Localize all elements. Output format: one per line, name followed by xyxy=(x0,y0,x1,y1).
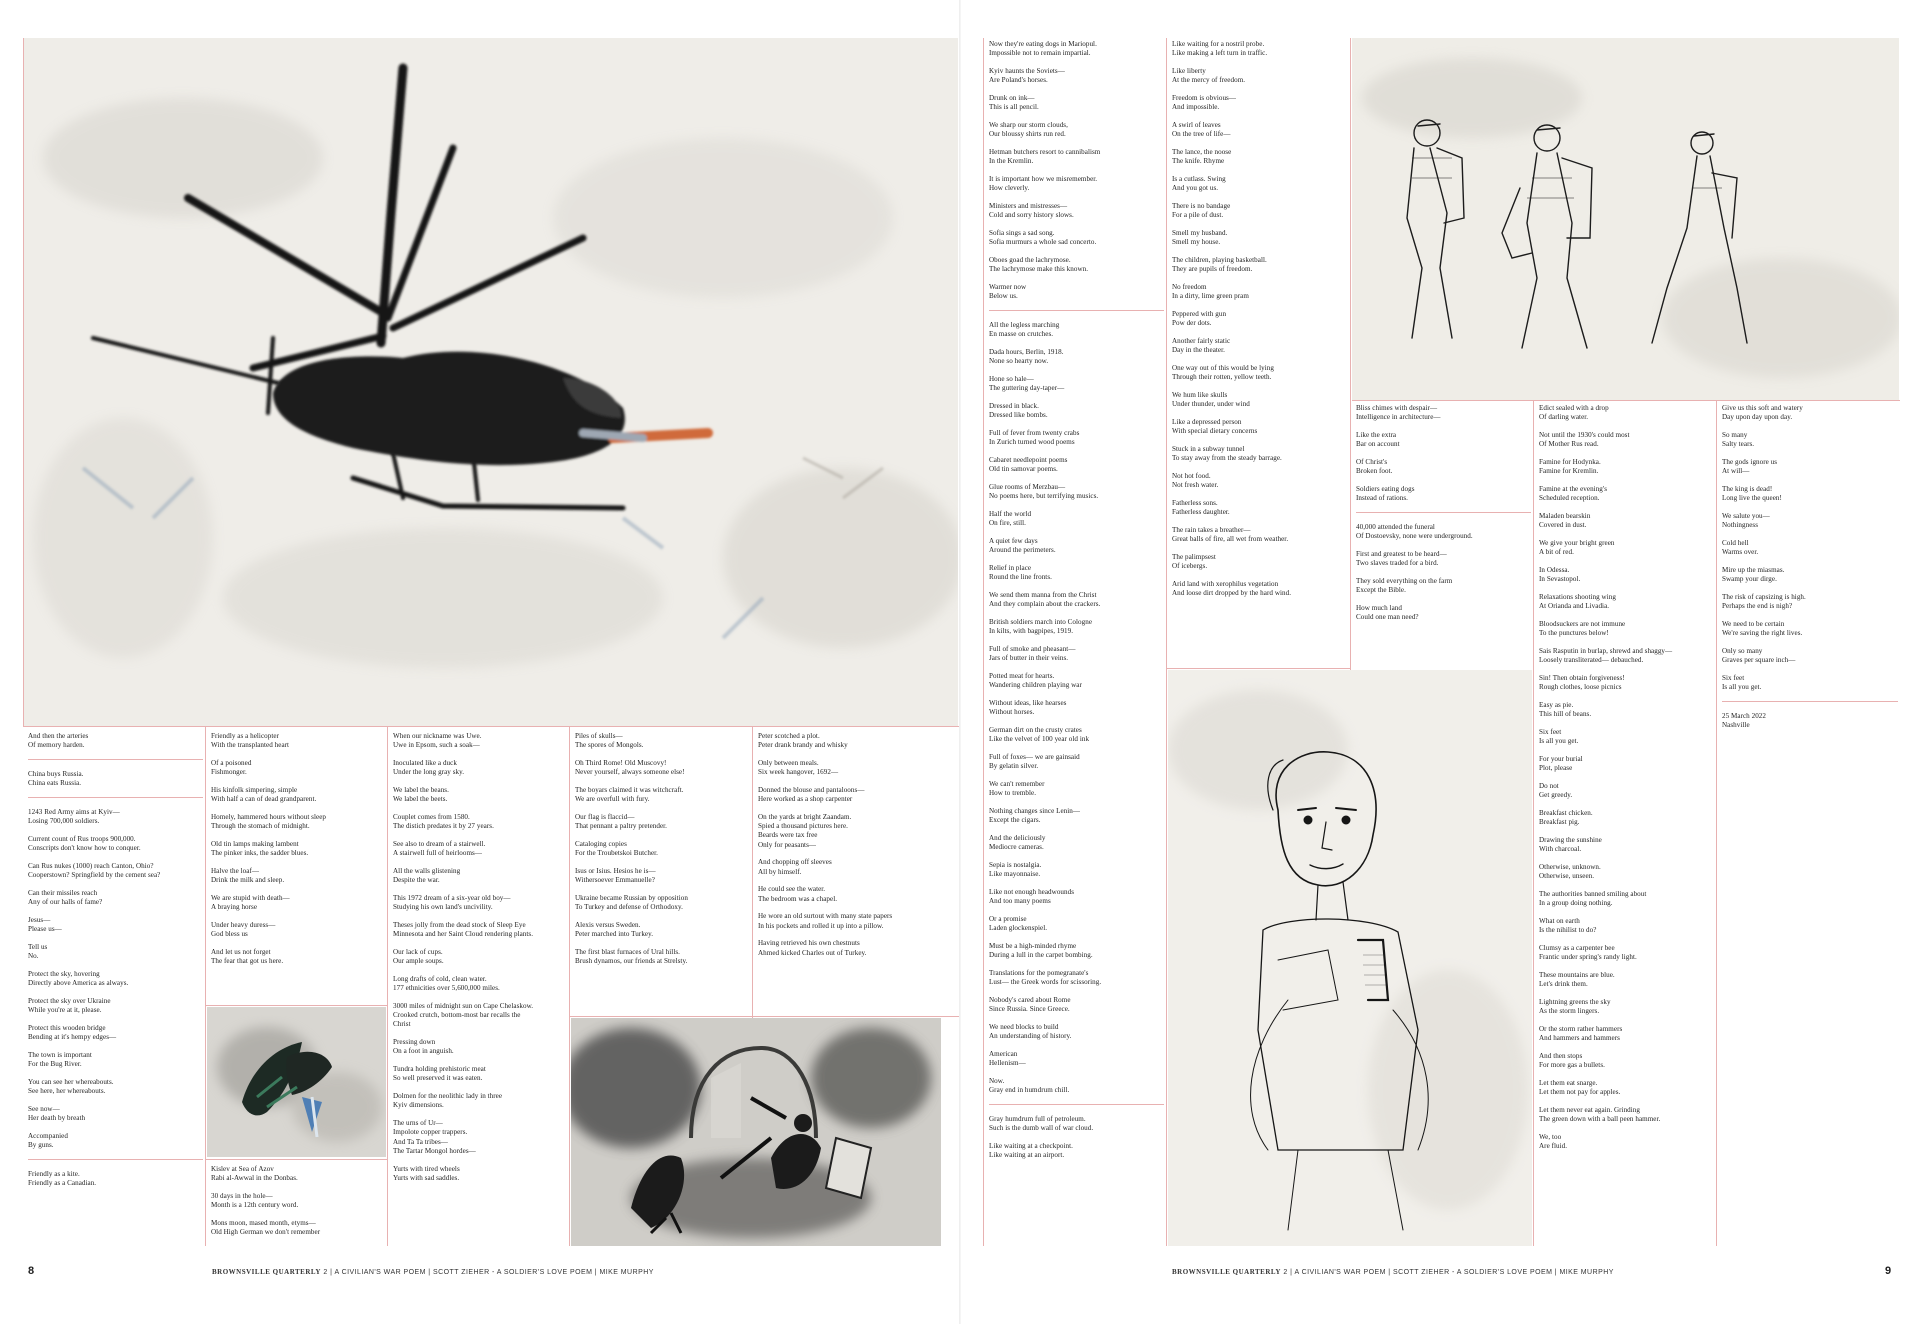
stanza: And chopping off sleeves All by himself. xyxy=(758,858,832,876)
stanza: Or the storm rather hammers And hammers and hammers xyxy=(1539,1025,1623,1043)
stanza: Oh Third Rome! Old Muscovy! Never yourself, always someone else! xyxy=(575,759,685,777)
stanza: Cold hell Warms over. xyxy=(1722,539,1759,557)
stanza: What on earth Is the nihilist to do? xyxy=(1539,917,1597,935)
stanza: Of Christ's Broken foot. xyxy=(1356,458,1393,476)
stanza: Relaxations shooting wing At Orianda and Livadia. xyxy=(1539,593,1616,611)
stanza: We need blocks to build An understanding of history. xyxy=(989,1023,1072,1041)
section-title: A CIVILIAN'S WAR POEM xyxy=(1294,1269,1386,1276)
stanza: The first blast furnaces of Ural hills. Brush dynamos, our friends at Strelsty. xyxy=(575,948,688,966)
left-column-2 xyxy=(211,732,385,1002)
stanza: Like liberty At the mercy of freedom. xyxy=(1172,67,1246,85)
stanza: Or a promise Laden glockenspiel. xyxy=(989,915,1048,933)
stanza: Six feet Is all you get. xyxy=(1539,728,1579,746)
stanza: 30 days in the hole— Month is a 12th century word. xyxy=(211,1192,299,1210)
stanza: Half the world On fire, still. xyxy=(989,510,1032,528)
stanza: Give us this soft and watery Day upon day upon day. xyxy=(1722,404,1803,422)
stanza: The boyars claimed it was witchcraft. We are overfull with fury. xyxy=(575,786,684,804)
artist-name: MIKE MURPHY xyxy=(1559,1269,1614,1276)
stanza: Isus or Isius. Hesios he is— Withersoever Emmanuelle? xyxy=(575,867,656,885)
stanza: Having retrieved his own chestnuts Ahmed kicked Charles out of Turkey. xyxy=(758,939,867,957)
stanza: Alexis versus Sweden. Peter marched into Turkey. xyxy=(575,921,654,939)
stanza: Tell us No. xyxy=(28,943,48,961)
stanza: See now— Her death by breath xyxy=(28,1105,86,1123)
stanza: Without ideas, like hearses Without horses. xyxy=(989,699,1067,717)
stanza: Drunk on ink— This is all pencil. xyxy=(989,94,1039,112)
stanza: One way out of this would be lying Through their rotten, yellow teeth. xyxy=(1172,364,1274,382)
stanza: How much land Could one man need? xyxy=(1356,604,1419,622)
stanza: Six feet Is all you get. xyxy=(1722,674,1762,692)
stanza: Tundra holding prehistoric meat So well preserved it was eaten. xyxy=(393,1065,486,1083)
stanza: Arid land with xerophilus vegetation And loose dirt dropped by the hard wind. xyxy=(1172,580,1292,598)
author-name: SCOTT ZIEHER - A SOLDIER'S LOVE POEM xyxy=(1392,1269,1553,1276)
stanza: The children, playing basketball. They are pupils of freedom. xyxy=(1172,256,1267,274)
stanza: German dirt on the crusty crates Like the velvet of 100 year old ink xyxy=(989,726,1090,744)
stanza: Oboes goad the lachrymose. The lachrymose make this known. xyxy=(989,256,1089,274)
stanza: Under heavy duress— God bless us xyxy=(211,921,276,939)
stanza: Old tin lamps making lambent The pinker inks, the sadder blues. xyxy=(211,840,309,858)
stanza: Smell my husband. Smell my house. xyxy=(1172,229,1228,247)
page-gutter xyxy=(959,0,961,1324)
stanza: This 1972 dream of a six-year old boy— Studying his own land's uncivility. xyxy=(393,894,511,912)
charcoal-battle-scene xyxy=(571,1018,941,1246)
issue-number: 2 xyxy=(323,1269,328,1276)
stanza: Only between meals. Six week hangover, 1692— xyxy=(758,759,839,777)
left-column-3 xyxy=(393,732,567,1242)
stanza: Ministers and mistresses— Cold and sorry history slows. xyxy=(989,202,1074,220)
stanza: We label the beans. We label the beets. xyxy=(393,786,449,804)
stanza: Cabaret needlepoint poems Old tin samovar poems. xyxy=(989,456,1068,474)
stanza: Halve the loaf— Drink the milk and sleep. xyxy=(211,867,285,885)
stanza: China buys Russia. China eats Russia. xyxy=(28,759,203,788)
divider: | xyxy=(1554,1269,1558,1276)
divider: | xyxy=(1388,1269,1391,1276)
stanza: Potted meat for hearts. Wandering children playing war xyxy=(989,672,1082,690)
stanza: Homely, hammered hours without sleep Through the stomach of midnight. xyxy=(211,813,327,831)
marching-soldiers-sketch xyxy=(1352,38,1899,400)
magazine-name: BROWNSVILLE QUARTERLY xyxy=(212,1268,321,1276)
stanza: Hetman butchers resort to cannibalism In the Kremlin. xyxy=(989,148,1101,166)
stanza: Cataloging copies For the Troubetskoi Butcher. xyxy=(575,840,658,858)
stanza: Otherwise, unknown. Otherwise, unseen. xyxy=(1539,863,1601,881)
stanza: Do not Get greedy. xyxy=(1539,782,1573,800)
stanza: The palimpsest Of icebergs. xyxy=(1172,553,1216,571)
stanza: Like the extra Bar on account xyxy=(1356,431,1400,449)
stanza: Now they're eating dogs in Mariopul. Impossible not to remain impartial. xyxy=(989,40,1097,58)
stanza: Is a cutlass. Swing And you got us. xyxy=(1172,175,1226,193)
stanza: Clumsy as a carpenter bee Frantic under spring's randy light. xyxy=(1539,944,1637,962)
stanza: Drawing the sunshine With charcoal. xyxy=(1539,836,1602,854)
issue-number: 2 xyxy=(1283,1269,1288,1276)
stanza: There is no bandage For a pile of dust. xyxy=(1172,202,1231,220)
stanza: Inoculated like a duck Under the long gray sky. xyxy=(393,759,465,777)
stanza: Not hot food. Not fresh water. xyxy=(1172,472,1219,490)
stanza: Relief in place Round the line fronts. xyxy=(989,564,1052,582)
stanza: A quiet few days Around the perimeters. xyxy=(989,537,1056,555)
stanza: Like waiting at a checkpoint. Like waiting at an airport. xyxy=(989,1142,1073,1160)
dark-birds-painting xyxy=(207,1007,386,1157)
stanza: Dressed in black. Dressed like bombs. xyxy=(989,402,1048,420)
stanza: Not until the 1930's could most Of Mother Rus read. xyxy=(1539,431,1630,449)
stanza: The urns of Ur— Impolote copper trappers. And Ta Ta tribes— The Tartar Mongol hordes— xyxy=(393,1119,476,1155)
stanza: Dada hours, Berlin, 1918. None so hearty now. xyxy=(989,348,1064,366)
stanza: Gray humdrum full of petroleum. Such is the dumb wall of war cloud. xyxy=(989,1104,1164,1133)
stanza: We send them manna from the Christ And they complain about the crackers. xyxy=(989,591,1101,609)
stanza: Mons moon, mased month, etyms— Old High German we don't remember xyxy=(211,1219,321,1237)
stanza: Ukraine became Russian by opposition To Turkey and defense of Orthodoxy. xyxy=(575,894,688,912)
stanza: Lightning greens the sky As the storm lingers. xyxy=(1539,998,1611,1016)
right-column-5 xyxy=(1722,404,1898,1246)
stanza: Piles of skulls— The spores of Mongols. xyxy=(575,732,644,750)
stanza: He could see the water. The bedroom was a chapel. xyxy=(758,885,838,903)
stanza: Another fairly static Day in the theater. xyxy=(1172,337,1231,355)
stanza: Friendly as a kite. Friendly as a Canadian. xyxy=(28,1159,203,1188)
divider: | xyxy=(330,1269,333,1276)
stanza: American Hellenism— xyxy=(989,1050,1026,1068)
stanza: Mire up the miasmas. Swamp your dirge. xyxy=(1722,566,1785,584)
stanza: Nobody's cared about Rome Since Russia. Since Greece. xyxy=(989,996,1071,1014)
stanza: Edict sealed with a drop Of darling water. xyxy=(1539,404,1609,422)
stanza: Hone so hale— The guttering day-taper— xyxy=(989,375,1065,393)
stanza: 1243 Red Army aims at Kyiv— Losing 700,000 soldiers. xyxy=(28,797,203,826)
stanza: 40,000 attended the funeral Of Dostoevsky, none were underground. xyxy=(1356,512,1531,541)
stanza: Must be a high-minded rhyme During a lull in the carpet bombing. xyxy=(989,942,1093,960)
stanza: Can their missiles reach Any of our halls of fame? xyxy=(28,889,103,907)
stanza: Protect the sky, hovering Directly above America as always. xyxy=(28,970,129,988)
stanza: Let them eat snarge. Let them not pay for apples. xyxy=(1539,1079,1621,1097)
stanza: They sold everything on the farm Except the Bible. xyxy=(1356,577,1453,595)
stanza: 3000 miles of midnight sun on Cape Chelaskow. Crooked crutch, bottom-most bar recalls the Christ xyxy=(393,1002,534,1029)
stanza: Pressing down On a foot in anguish. xyxy=(393,1038,454,1056)
stanza: Accompanied By guns. xyxy=(28,1132,68,1150)
stanza: Long drafts of cold, clean water. 177 ethnicities over 5,600,000 miles. xyxy=(393,975,500,993)
stanza: Nothing changes since Lenin— Except the cigars. xyxy=(989,807,1081,825)
stanza: Protect the sky over Ukraine While you're at it, please. xyxy=(28,997,111,1015)
stanza: Bliss chimes with despair— Intelligence in architecture— xyxy=(1356,404,1441,422)
stanza: Warmer now Below us. xyxy=(989,283,1027,301)
stanza: All the walls glistening Despite the war. xyxy=(393,867,461,885)
stanza: It is important how we misremember. How cleverly. xyxy=(989,175,1098,193)
stanza: He wore an old surtout with many state papers In his pockets and rolled it up into a pillow. xyxy=(758,912,893,930)
left-column-4 xyxy=(575,732,750,1004)
footer-right xyxy=(1172,1268,1614,1276)
stanza: Translations for the pomegranate's Lust— the Greek words for scissoring. xyxy=(989,969,1102,987)
stanza: Like a depressed person With special dietary concerns xyxy=(1172,418,1258,436)
stanza: The authorities banned smiling about In a group doing nothing. xyxy=(1539,890,1647,908)
stanza: Bloodsuckers are not immune To the punctures below! xyxy=(1539,620,1626,638)
stanza: On the yards at bright Zaandam. Spied a thousand pictures here. Beards were tax free Only for peasants— xyxy=(758,813,852,849)
stanza: Famine for Hodynka. Famine for Kremlin. xyxy=(1539,458,1601,476)
stanza: Donned the blouse and pantaloons— Here worked as a shop carpenter xyxy=(758,786,865,804)
divider: | xyxy=(428,1269,431,1276)
section-title: A CIVILIAN'S WAR POEM xyxy=(334,1269,426,1276)
stanza: Jesus— Please us— xyxy=(28,916,62,934)
stanza: Glue rooms of Merzbau— No poems here, but terrifying musics. xyxy=(989,483,1099,501)
stanza: The town is important For the Bug River. xyxy=(28,1051,92,1069)
stanza: We are stupid with death— A braying horse xyxy=(211,894,290,912)
stanza: Stuck in a subway tunnel To stay away from the steady barrage. xyxy=(1172,445,1282,463)
stanza: Fatherless sons. Fatherless daughter. xyxy=(1172,499,1230,517)
stanza: Let them never eat again. Grinding The green down with a ball peen hammer. xyxy=(1539,1106,1661,1124)
stanza: Theses jolly from the dead stock of Sleep Eye Minnesota and her Saint Cloud rendering plants. xyxy=(393,921,534,939)
stanza: Full of smoke and pheasant— Jars of butter in their veins. xyxy=(989,645,1076,663)
stanza: Can Rus nukes (1000) reach Canton, Ohio? Cooperstown? Springfield by the cement sea? xyxy=(28,862,161,880)
stanza: We salute you— Nothingness xyxy=(1722,512,1770,530)
stanza: No freedom In a dirty, lime green pram xyxy=(1172,283,1249,301)
stanza: And the deliciously Mediocre cameras. xyxy=(989,834,1046,852)
stanza: A swirl of leaves On the tree of life— xyxy=(1172,121,1231,139)
stanza: And then stops For more gas a bullets. xyxy=(1539,1052,1605,1070)
helicopter-drawing xyxy=(23,38,958,726)
left-column-2-lower xyxy=(211,1165,385,1250)
footer-left xyxy=(212,1268,654,1276)
stanza: Peter scotched a plot. Peter drank brandy and whisky xyxy=(758,732,848,750)
stanza: Sofia sings a sad song. Sofia murmurs a whole sad concerto. xyxy=(989,229,1097,247)
stanza: The gods ignore us At will— xyxy=(1722,458,1778,476)
stanza: We give your bright green A bit of red. xyxy=(1539,539,1615,557)
stanza: The lance, the noose The knife. Rhyme xyxy=(1172,148,1232,166)
right-column-4 xyxy=(1539,404,1714,1246)
stanza: We sharp our storm clouds, Our bloussy shirts run red. xyxy=(989,121,1068,139)
stanza: Famine at the evening's Scheduled reception. xyxy=(1539,485,1608,503)
stanza: His kinfolk simpering, simple With half a can of dead grandparent. xyxy=(211,786,317,804)
artist-name: MIKE MURPHY xyxy=(599,1269,654,1276)
stanza: Protect this wooden bridge Bending at it's hempy edges— xyxy=(28,1024,117,1042)
stanza: Breakfast chicken. Breakfast pig. xyxy=(1539,809,1593,827)
stanza: First and greatest to be heard— Two slaves traded for a bird. xyxy=(1356,550,1447,568)
stanza: These mountains are blue. Let's drink them. xyxy=(1539,971,1615,989)
stanza: We can't remember How to tremble. xyxy=(989,780,1045,798)
stanza: Peppered with gun Pow der dots. xyxy=(1172,310,1227,328)
stanza: So many Salty tears. xyxy=(1722,431,1755,449)
page-number-right: 9 xyxy=(1885,1265,1892,1277)
stanza: Kyiv haunts the Soviets— Are Poland's horses. xyxy=(989,67,1065,85)
stanza: All the legless marching En masse on crutches. xyxy=(989,310,1164,339)
stanza: We, too Are fluid. xyxy=(1539,1133,1568,1151)
stanza: Current count of Rus troops 900,000. Conscripts don't know how to conquer. xyxy=(28,835,141,853)
stanza: Maladen bearskin Covered in dust. xyxy=(1539,512,1591,530)
stanza: And let us not forget The fear that got us here. xyxy=(211,948,284,966)
stanza: When our nickname was Uwe. Uwe in Epsom, such a soak— xyxy=(393,732,482,750)
stanza: Only so many Graves per square inch— xyxy=(1722,647,1796,665)
stanza: And then the arteries Of memory harden. xyxy=(28,732,89,750)
stanza: Freedom is obvious— And impossible. xyxy=(1172,94,1237,112)
left-column-5 xyxy=(758,732,954,1004)
stanza: Full of foxes— we are gainsaid By gelatin silver. xyxy=(989,753,1080,771)
stanza: Now. Gray end in humdrum chill. xyxy=(989,1077,1070,1095)
stanza: We hum like skulls Under thunder, under wind xyxy=(1172,391,1250,409)
stanza: Sais Rasputin in burlap, shrewd and shaggy— Loosely transliterated— debauched. xyxy=(1539,647,1673,665)
stanza: The risk of capsizing is high. Perhaps the end is nigh? xyxy=(1722,593,1806,611)
seated-man-portrait-sketch xyxy=(1168,670,1532,1246)
stanza: The king is dead! Long live the queen! xyxy=(1722,485,1782,503)
stanza: Sin! Then obtain forgiveness! Rough clothes, loose picnics xyxy=(1539,674,1625,692)
stanza: Soldiers eating dogs Instead of rations. xyxy=(1356,485,1415,503)
stanza: You can see her whereabouts. See here, her whereabouts. xyxy=(28,1078,114,1096)
stanza: Dolmen for the neolithic lady in three Kyiv dimensions. xyxy=(393,1092,503,1110)
page-number-left: 8 xyxy=(28,1265,35,1277)
stanza: For your burial Plot, please xyxy=(1539,755,1583,773)
right-column-3 xyxy=(1356,404,1531,666)
stanza: Sepia is nostalgia. Like mayonnaise. xyxy=(989,861,1042,879)
stanza: Yurts with tired wheels Yurts with sad saddles. xyxy=(393,1164,460,1182)
stanza: Couplet comes from 1580. The distich predates it by 27 years. xyxy=(393,813,494,831)
stanza: Our lack of cups. Our ample soups. xyxy=(393,948,444,966)
divider: | xyxy=(594,1269,598,1276)
divider: | xyxy=(1290,1269,1293,1276)
stanza: British soldiers march into Cologne In kilts, with bagpipes, 1919. xyxy=(989,618,1093,636)
author-name: SCOTT ZIEHER - A SOLDIER'S LOVE POEM xyxy=(432,1269,593,1276)
left-column-1 xyxy=(28,732,203,1242)
stanza: Of a poisoned Fishmonger. xyxy=(211,759,252,777)
date-signature: 25 March 2022 Nashville xyxy=(1722,701,1898,730)
stanza: Kislev at Sea of Azov Rabi al-Awwal in the Donbas. xyxy=(211,1165,298,1183)
stanza: Our flag is flaccid— That pennant a paltry pretender. xyxy=(575,813,668,831)
right-column-1 xyxy=(989,40,1164,1246)
stanza: We need to be certain We're saving the right lives. xyxy=(1722,620,1803,638)
magazine-name: BROWNSVILLE QUARTERLY xyxy=(1172,1268,1281,1276)
stanza: In Odessa. In Sevastopol. xyxy=(1539,566,1581,584)
stanza: Full of fever from twenty crabs In Zurich turned wood poems xyxy=(989,429,1080,447)
stanza: See also to dream of a stairwell. A stairwell full of heirlooms— xyxy=(393,840,486,858)
stanza: Like not enough headwounds And too many poems xyxy=(989,888,1075,906)
stanza: Easy as pie. This hill of beans. xyxy=(1539,701,1592,719)
stanza: Friendly as a helicopter With the transplanted heart xyxy=(211,732,290,750)
right-column-2 xyxy=(1172,40,1348,665)
stanza: Like waiting for a nostril probe. Like making a left turn in traffic. xyxy=(1172,40,1268,58)
stanza: The rain takes a breather— Great balls of fire, all wet from weather. xyxy=(1172,526,1289,544)
